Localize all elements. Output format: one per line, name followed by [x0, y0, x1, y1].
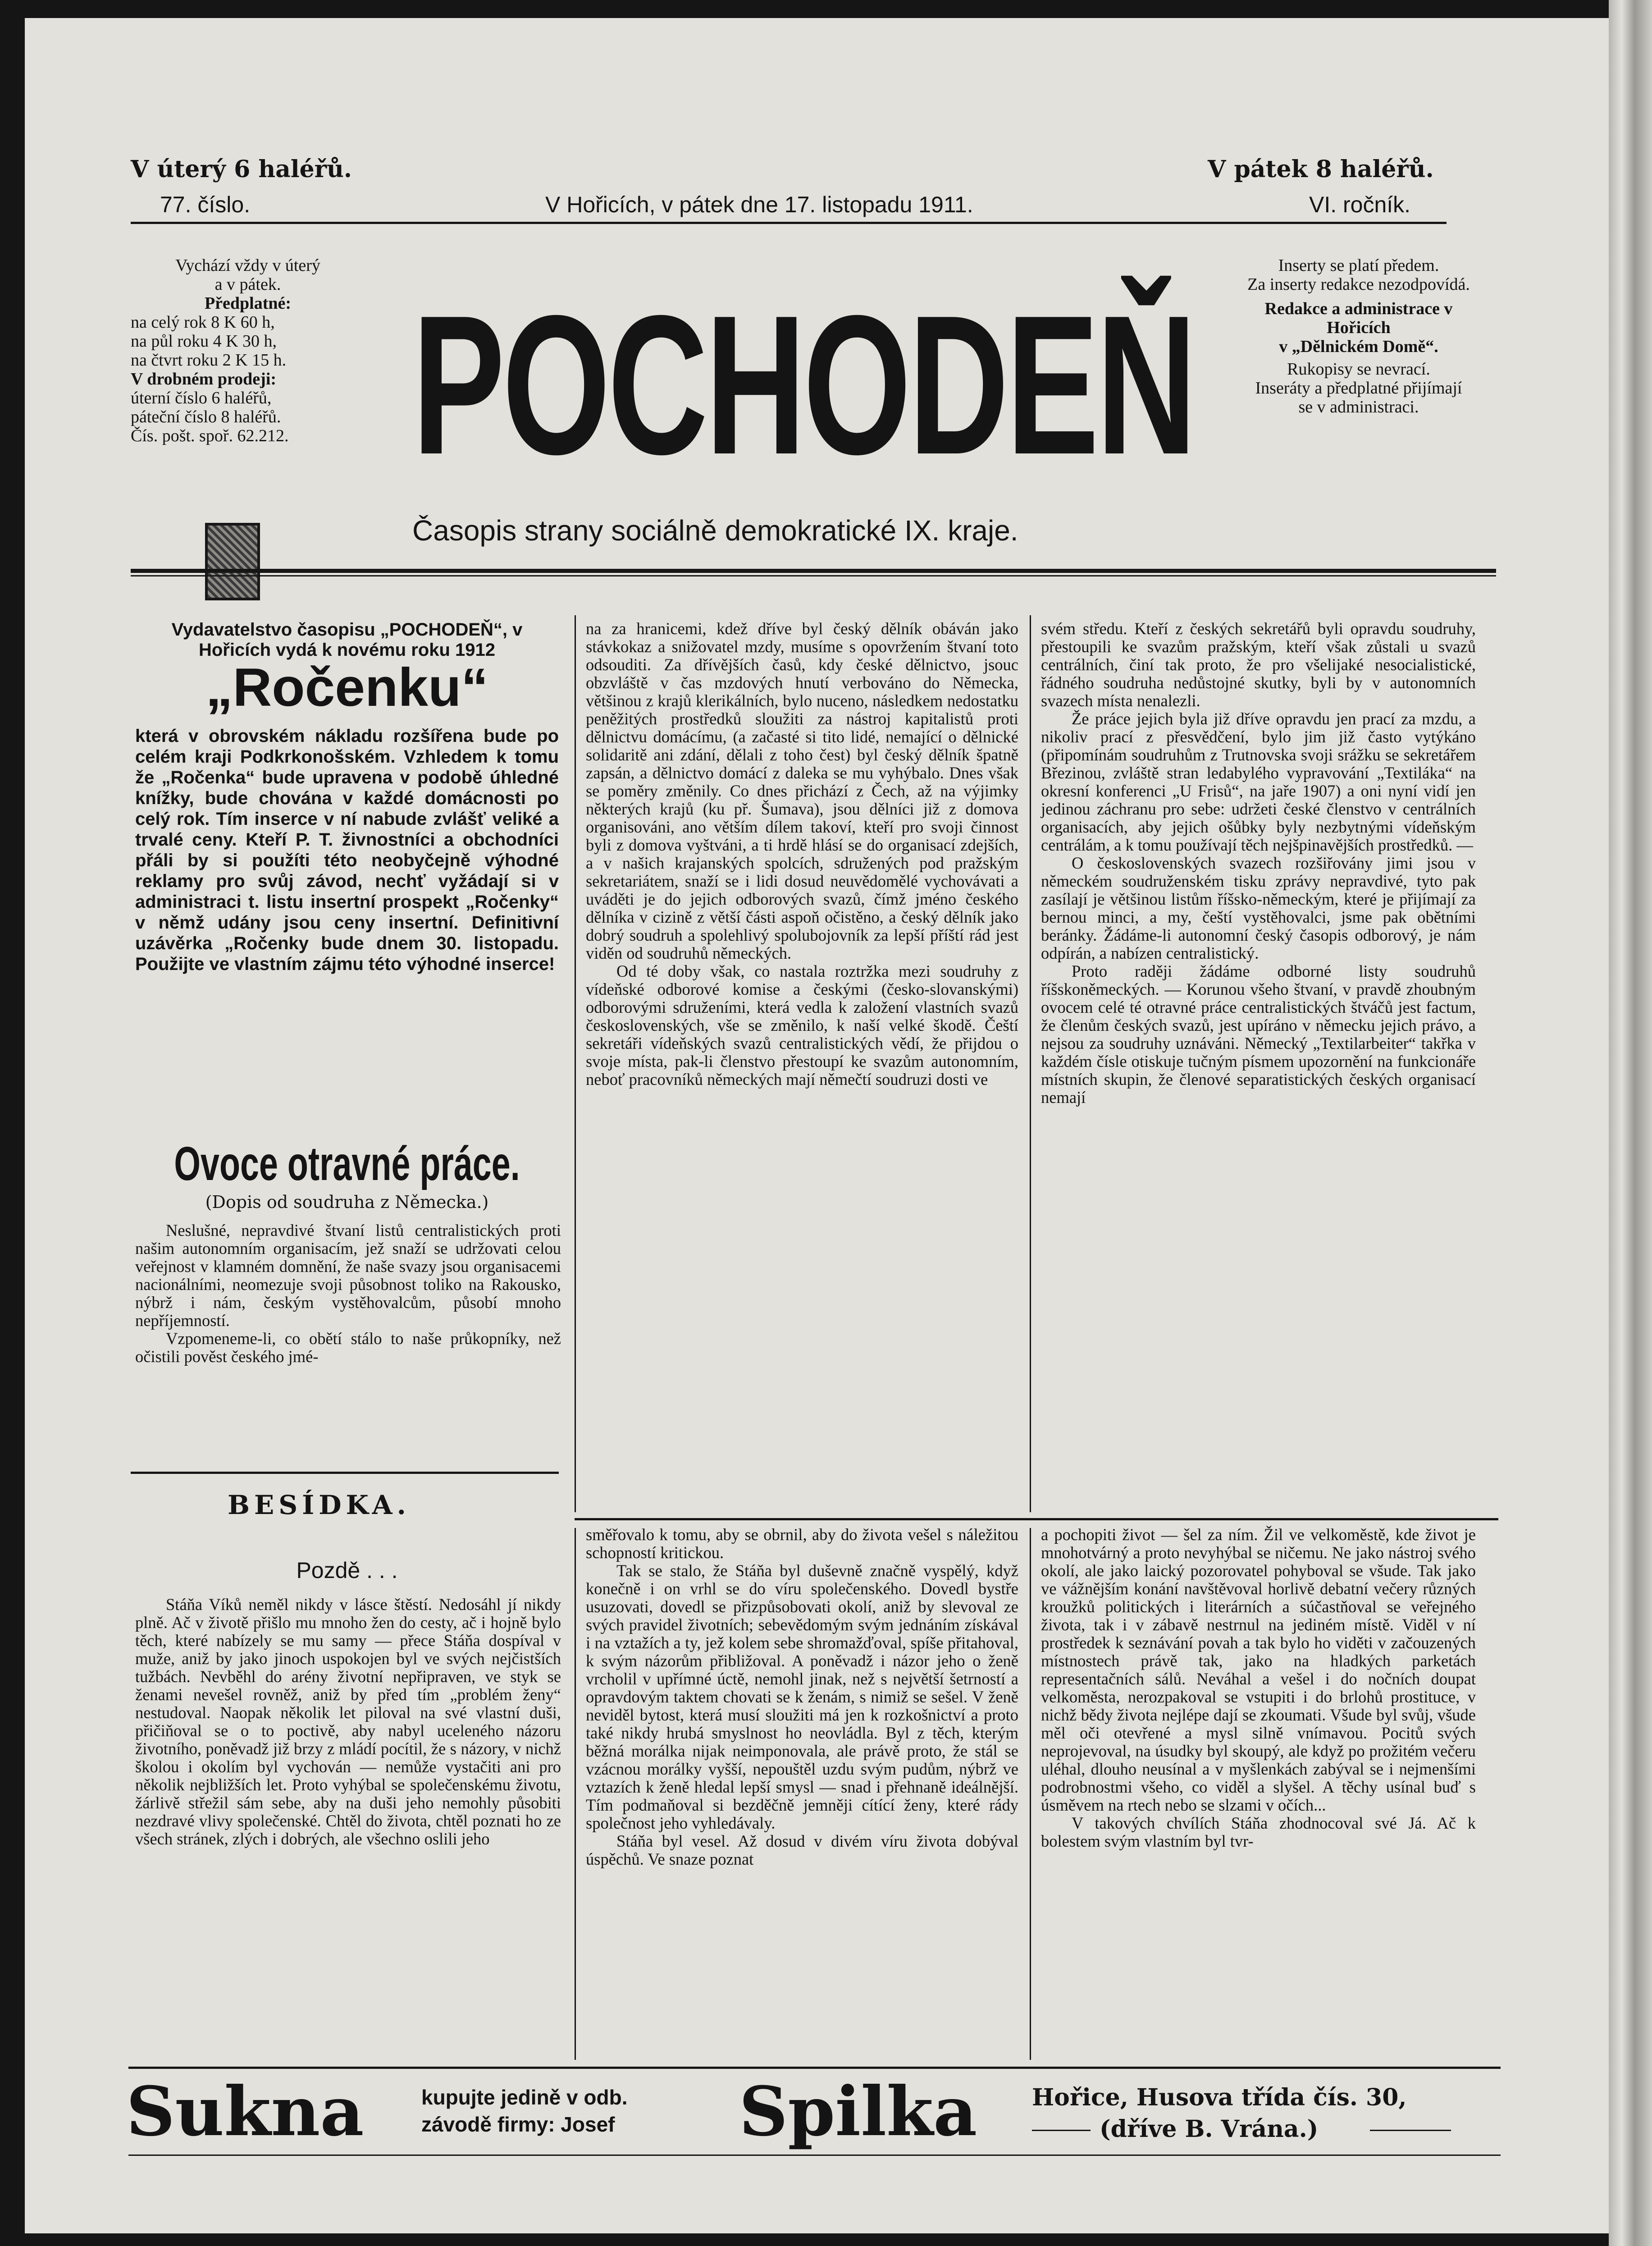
- paragraph: Stáňa Víků neměl nikdy v lásce štěstí. Nedosáhl jí nikdy plně. Ač v životě přišlo mu mnoho žen do cesty, ač i hojně bylo těch, které nabízely se mu samy — přece Stáňa dospíval v muže, aniž by jako jinoch uspokojen byl ve svých nejčistších tužbách. Nevběhl do arény životní nepřipraven, ve styk se ženami nevešel rovněž, aniž by před tím „problém ženy“ nestudoval. Naopak několik let piloval na své vlastní duši, přičiňoval se o to poctivě, aby nabyl uceleného názoru životního, poněvadž již brzy z mládí pocítil, že s názory, v nichž školou i okolím byl vychován — nemůže vystačiti ani pro několik nejbližších let. Proto vyhýbal se společenskému životu, žárlivě střežil sám sebe, aby na duši jeho nemohly působiti nezdravé vlivy společenské. Chtěl do života, chtěl poznati ho ze všech stránek, zlých i dobrých, ale všechno oslili jeho: [135, 1595, 561, 1848]
- info-line: Inserty se platí předem.: [1278, 256, 1439, 275]
- story-column-1: [135, 1596, 561, 1848]
- ad-mid-line-2: závodě firmy: Josef: [421, 2113, 615, 2136]
- paragraph: Od té doby však, co nastala roztržka mezi soudruhy z vídeňské odborové komise a českými (česko-slovanskými) odborovými sdruženími, která vedla k založení vlastních svazů československých, vše se změnilo, k naší velké škodě. Čeští sekretáři vídeňských svazů centralistických vědí, že přijdou o svoje místa, pak-li členstvo přestoupí ke svazům autonomním, neboť pracovníků německých mají němečtí soudruzi dosti ve: [586, 962, 1018, 1089]
- paragraph: O československých svazech rozšiřovány jimi jsou v německém soudruženském tisku zprávy nepravdivé, tyto pak zasílají je většinou listům říšsko-německým, které je přijímají za bernou minci, a my, čeští vystěhovalci, jsme pak obětními beránky. Žádáme-li autonomní český časopis odborový, je nám odpírán, a nabízen centralistický.: [1041, 854, 1476, 962]
- ad-word-spilka: Spilka: [739, 2072, 977, 2151]
- article-headline: Ovoce otravné práce.: [174, 1137, 520, 1191]
- paragraph: Stáňa byl vesel. Až dosud v divém víru života dobýval úspěchů. Ve snaze poznat: [586, 1832, 1018, 1868]
- section-rule: [131, 1472, 559, 1474]
- price-tuesday: V úterý 6 haléřů.: [131, 156, 352, 183]
- info-line: Rukopisy se nevrací.: [1287, 360, 1430, 379]
- info-line: Inseráty a předplatné přijímají se v administraci.: [1255, 379, 1462, 416]
- ad-right-line-1: Hořice, Husova třída čís. 30,: [1032, 2084, 1407, 2111]
- footer-bottom-rule: [128, 2155, 1501, 2156]
- info-heading: Předplatné:: [204, 294, 292, 313]
- paragraph: Vzpomeneme-li, co obětí stálo to naše průkopníky, než očistili pověst českého jmé-: [135, 1329, 561, 1366]
- paragraph: V takových chvílích Stáňa zhodnocoval své Já. Ač k bolestem svým vlastním byl tvr-: [1041, 1814, 1476, 1850]
- article-column-3: [1041, 620, 1476, 1107]
- rocenka-title: „Ročenku“: [205, 657, 488, 718]
- paragraph: směřovalo k tomu, aby se obrnil, aby do života vešel s náležitou schopností kritickou.: [586, 1525, 1018, 1562]
- info-line: úterní číslo 6 haléřů,: [131, 389, 272, 407]
- paragraph: na za hranicemi, kdež dříve byl český dělník obáván jako stávkokaz a snižovatel mzdy, musíme s opovržením štvaní toto odsouditi. Za dřívějších časů, kdy české dělnictvo, jsouc obzvláště v čas mzdových hnutí verbováno do Německa, většinou z krajů klerikálních, bylo nuceno, následkem nedostatku peněžitých prostředků sloužiti za nástroj kapitalistů proti dělnictvu domácímu, (a začasté si tito lidé, nemající o dělnické solidaritě ani zdání, dělali z toho čest) byl český dělník špatně zapsán, a dělnictvo domácí z daleka se mu vyhýbalo. Dnes však se poměry změnily. Co dnes přichází z Čech, až na výjimky některých krajů (ku př. Šumava), jsou dělníci již z domova organisováni, ano větším dílem takoví, kteří pro svoji činnost byli z domova vyštváni, a ti hrdě hlásí se do organisací zdejších, a v našich krajanských spolcích, sdružených pod pražským sekretariátem, snaží se i lidi dosud neuvědomělé vychovávati a uváděti je do jejich odborových svazů, čímž jméno českého dělníka v cizině z větší části aspoň očistěno, a český dělník jako dobrý soudruh a spolehlivý spolubojovník za lepší příští rád jest viděn od soudruhů německých.: [586, 619, 1018, 962]
- article-column-1: [135, 1221, 561, 1366]
- ad-decor-rule: [1370, 2130, 1451, 2131]
- paragraph: Tak se stalo, že Stáňa byl duševně značně vyspělý, když konečně i on vrhl se do víru společenského. Dovedl bystře usuzovati, dovedl se přizpůsobovati okolí, aniž by slevoval ze svých pravidel životních; sebevědomým svým jednáním získával i na vztažích a ty, jež kolem sebe shromažďoval, spíše přitahoval, k svým názorům přibližoval. A poněvadž i názor jeho o ženě vrcholil v upřímné úctě, nemohl jinak, než s největší šetrností a opravdovým taktem chovati se k ženám, s nimiž se sešel. V ženě neviděl bytost, která musí sloužiti má jen k rozkošnictví a proto také nikdy hrubá smyslnost ho neovládla. Byl z těch, kterým běžná morálka nijak neimponovala, ale právě proto, že stál se vzácnou morálky vyšší, nepouštěl uzdu svým pudům, nýbrž ve vztazích k ženě hledal lepší smysl — snad i přehnaně ideálnější. Tím podmaňoval si bezděčně jemněji cítící ženy, které rády společnost jeho vyhledávaly.: [586, 1561, 1018, 1832]
- info-line: Za inserty redakce nezodpovídá.: [1247, 275, 1470, 294]
- info-line: Vychází vždy v úterý: [175, 256, 320, 275]
- info-line: páteční číslo 8 haléřů.: [131, 407, 281, 426]
- volume: VI. ročník.: [1309, 192, 1411, 217]
- ad-decor-rule: [1032, 2130, 1091, 2131]
- price-friday: V pátek 8 haléřů.: [1208, 156, 1434, 183]
- paragraph: Že práce jejich byla již dříve opravdu jen prací za mzdu, a nikoliv prací z přesvědčení, bylo jim již často vytýkáno (připomínám soudruhům z Trutnovska svoji srážku se sekretářem Březinou, zvláště stran ledabylého vypravování „Textiláka“ na okresní konferenci „U Frisů“, na jaře 1907) a oni nyní vidí jen jedinou záchranu pro sebe: udržeti české členstvo v centrálních organisacích, aby jejich ošůbky byly nezbytnými vídeňským centrálám, a k tomu používají těch nejšpinavějších prostředků. —: [1041, 709, 1476, 854]
- masthead-bottom-rule: [131, 569, 1496, 573]
- info-line: na celý rok 8 K 60 h,: [131, 313, 275, 332]
- ad-word-sukna: Sukna: [126, 2072, 364, 2151]
- paragraph: Neslušné, nepravdivé štvaní listů centralistických proti našim autonomním organisacím, jež snaží se udržovati celou veřejnost v klamném domnění, že naše svazy jsou organisacemi nacionálními, neomezuje svoji působnost toliko na Rakousko, nýbrž i nám, českým vystěhovalcům, působí mnoho nepříjemností.: [135, 1221, 561, 1330]
- article-byline: (Dopis od soudruha z Německa.): [205, 1192, 489, 1212]
- section-rule: [575, 1518, 1498, 1520]
- editorial-info: [1246, 256, 1471, 416]
- info-heading: Redakce a administrace v Hořicích: [1264, 299, 1453, 337]
- ad-right-line-2: (dříve B. Vrána.): [1100, 2115, 1319, 2143]
- column-rule: [1030, 1528, 1031, 2060]
- ad-mid-line-1: kupujte jedině v odb.: [421, 2086, 628, 2109]
- paragraph: svém středu. Kteří z českých sekretářů byli opravdu soudruhy, přestoupili ke svazům pražským, kteří však zůstali u svazů centrálních, činí tak proto, že pro všelijaké nesocialistické, řádného soudruha nedůstojné skutky, byli by v autonomních svazech místa nenalezli.: [1041, 619, 1476, 710]
- masthead-subtitle: Časopis strany sociálně demokratické IX. kraje.: [412, 514, 1018, 547]
- header-rule: [131, 222, 1447, 224]
- column-rule: [1030, 615, 1031, 1512]
- paragraph: Proto raději žádáme odborné listy soudruhů říšskoněmeckých. — Korunou všeho štvaní, v pravdě zhoubným ovocem celé té otravné práce centralistických štváčů jest factum, že členům českých svazů, jest upíráno v německu jejich právo, a nejsou za soudruhy uznáváni. Německý „Textilarbeiter“ takřka v každém čísle otiskuje tučným písmem upozornění na funkcionáře místních skupin, že členové separatistických českých organisací nemají: [1041, 962, 1476, 1107]
- info-line: Čís. pošt. spoř. 62.212.: [131, 426, 289, 445]
- article-column-2: [586, 620, 1018, 1089]
- info-line: na čtvrt roku 2 K 15 h.: [131, 351, 287, 370]
- info-line: na půl roku 4 K 30 h,: [131, 332, 277, 351]
- page-edge-strip: [1609, 0, 1652, 2246]
- subscription-info: [131, 256, 365, 445]
- column-rule: [575, 615, 576, 1512]
- dateline: V Hořicích, v pátek dne 17. listopadu 1911.: [545, 192, 973, 217]
- masthead-title: POCHODEŇ: [412, 274, 1194, 496]
- footer-rule: [128, 2067, 1501, 2069]
- info-line: a v pátek.: [214, 275, 281, 294]
- rocenka-intro: Vydavatelstvo časopisu „POCHODEŇ“, v Hořicích vydá k novému roku 1912: [171, 620, 523, 660]
- masthead-bottom-rule-thin: [131, 575, 1496, 576]
- issue-number: 77. číslo.: [160, 192, 251, 217]
- rocenka-body: která v obrovském nákladu rozšířena bude po celém kraji Podkrkonošském. Vzhledem k tomu že „Ročenka“ bude upravena v podobě úhledné knížky, bude chována v každé domácnosti po celý rok. Tím inserce v ní nabude zvlášť veliké a trvalé ceny. Kteří P. T. živnostníci a obchodníci přáli by si použíti této neobyčejně výhodné reklamy pro svůj závod, nechť vyžádají si v administraci t. listu insertní prospekt „Ročenky“ v němž udány jsou ceny insertní. Definitivní uzávěrka „Ročenky bude dnem 30. listopadu. Použijte ve vlastním zájmu této výhodné inserce!: [135, 726, 559, 974]
- info-heading: V drobném prodeji:: [131, 370, 277, 389]
- story-title: Pozdě . . .: [296, 1558, 398, 1583]
- info-line: v „Dělnickém Domě“.: [1279, 337, 1438, 356]
- postage-stamp-emblem: [205, 523, 260, 600]
- story-column-2: [586, 1526, 1018, 1868]
- paragraph: a pochopiti život — šel za ním. Žil ve velkoměstě, kde život je mnohotvárný a proto nevyhýbal se ničemu. Ne jako nástroj svého okolí, ale jako laický pozorovatel pohyboval se všude. Tak jako ve vážnějším konání navštěvoval horlivě debatní večery různých kroužků politických i literárních a súčastňoval se veřejného života, tak i v zábavě nestrnul na jediném místě. Viděl v ní prostředek k seznávání povah a tak bylo ho viděti v začouzených místnostech právě tak, jako na hladkých parketách representačních sálů. Neváhal a vešel i do nočních doupat velkoměsta, nerozpakoval se vstupiti i do brlohů prostituce, v nichž bědy života nejlépe dají se zkoumati. Všude byl svůj, všude měl oči otevřené a mysl silně vnímavou. Pocitů svých neprojevoval, na úsudky byl skoupý, ale když po prožitém večeru uléhal, dlouho neusínal a v myšlenkách zabýval se i nejmenšími podrobnostmi všeho, co viděl a slyšel. A těchy usínal buď s úsměvem na rtech nebo se slzami v očích...: [1041, 1525, 1476, 1814]
- feuilleton-heading: BESÍDKA.: [228, 1490, 411, 1520]
- story-column-3: [1041, 1526, 1476, 1850]
- column-rule: [575, 1528, 576, 2060]
